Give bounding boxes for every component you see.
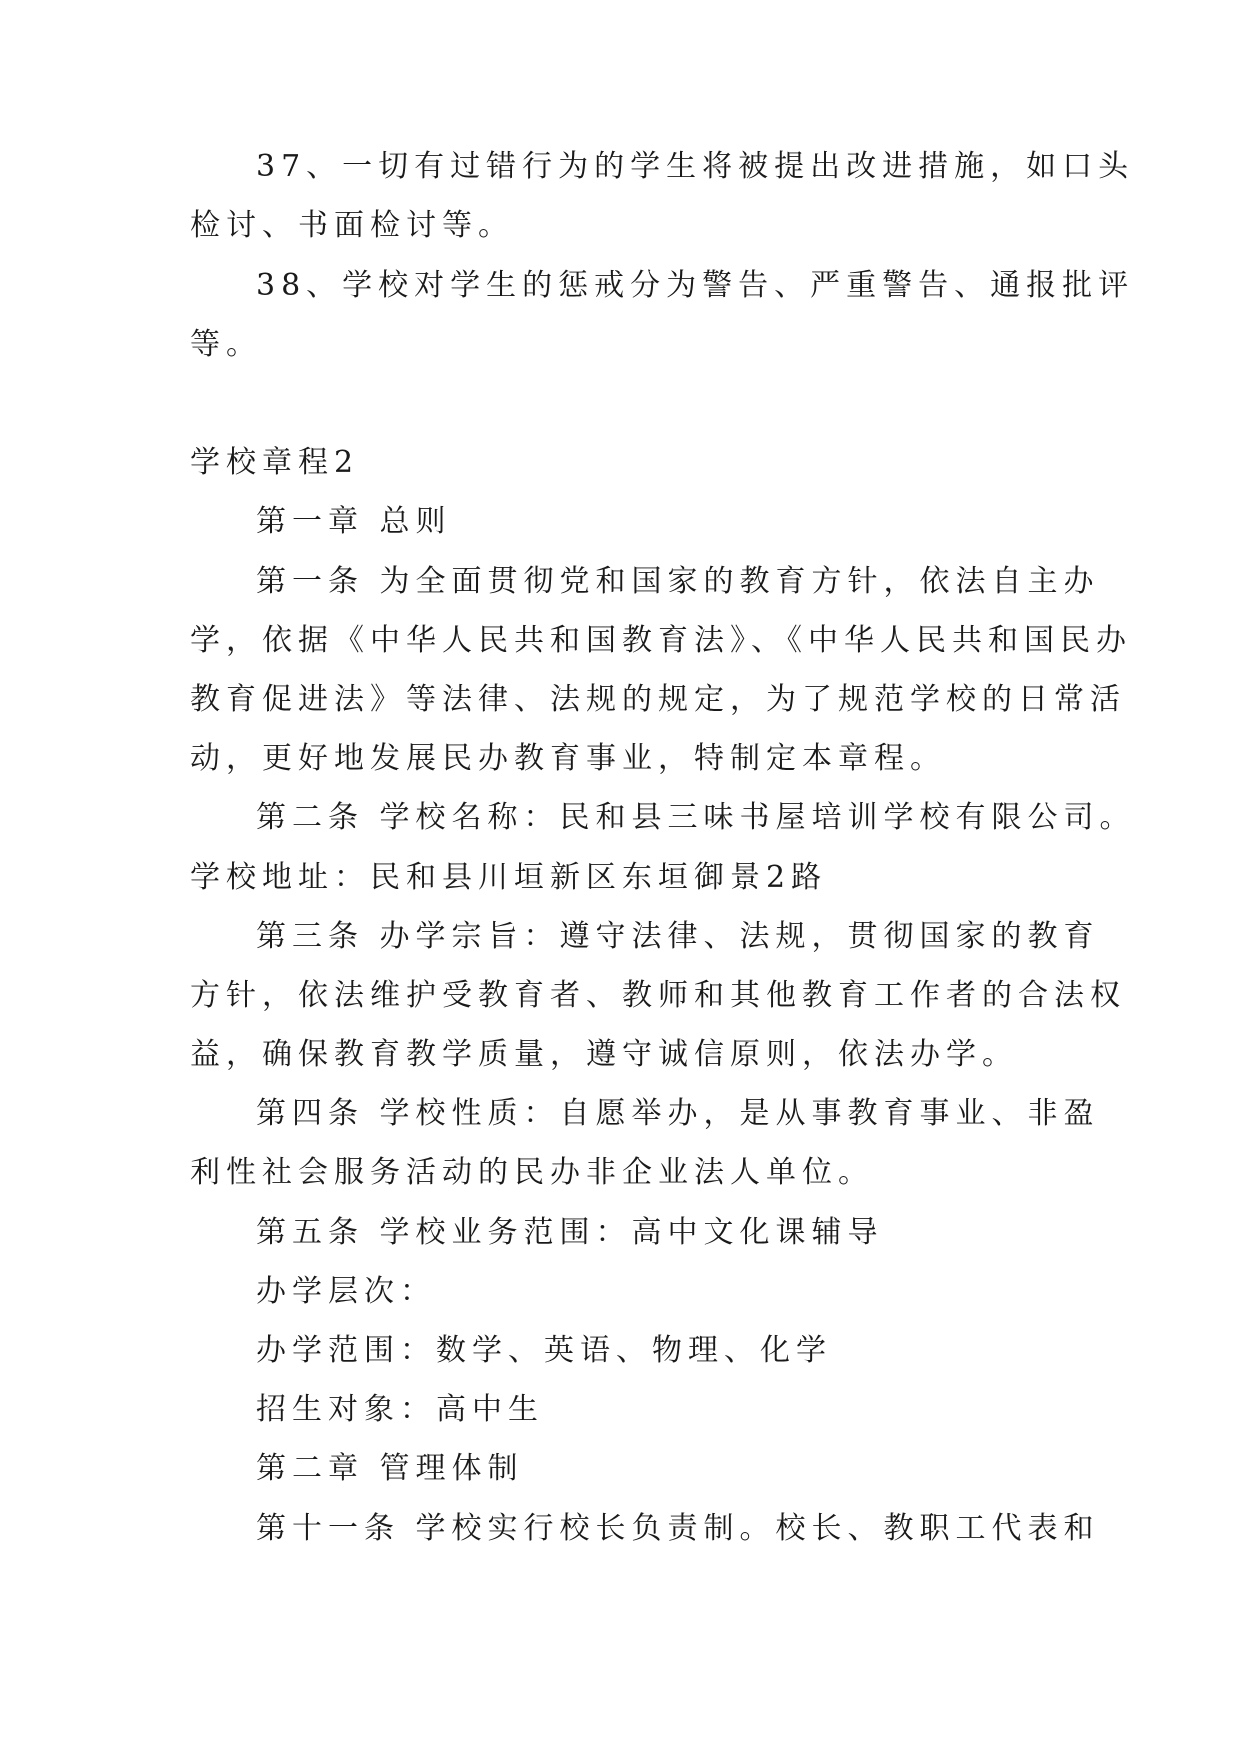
article-3-line-2: 方针，依法维护受教育者、教师和其他教育工作者的合法权: [190, 978, 1126, 1013]
article-2-line-2: 学校地址：民和县川垣新区东垣御景2路: [190, 860, 828, 895]
article-3-line-3: 益，确保教育教学质量，遵守诚信原则，依法办学。: [190, 1037, 1018, 1072]
article-1-line-2: 学，依据《中华人民共和国教育法》、《中华人民共和国民办: [190, 623, 1132, 658]
article-5-level: 办学层次：: [256, 1274, 436, 1309]
article-1-line-4: 动，更好地发展民办教育事业，特制定本章程。: [190, 741, 946, 776]
chapter-2-heading: 第二章 管理体制: [256, 1451, 524, 1486]
section-title: 学校章程2: [190, 445, 360, 480]
article-2-line-1: 第二条 学校名称：民和县三味书屋培训学校有限公司。: [256, 800, 1136, 835]
paragraph-37-line-1: 37、一切有过错行为的学生将被提出改进措施，如口头: [256, 149, 1135, 184]
article-5-line-1: 第五条 学校业务范围：高中文化课辅导: [256, 1215, 884, 1250]
paragraph-38-line-2: 等。: [190, 327, 262, 362]
article-1-line-1: 第一条 为全面贯彻党和国家的教育方针，依法自主办: [256, 564, 1100, 599]
chapter-1-heading: 第一章 总则: [256, 504, 452, 539]
article-3-line-1: 第三条 办学宗旨：遵守法律、法规，贯彻国家的教育: [256, 919, 1100, 954]
article-11-line-1: 第十一条 学校实行校长负责制。校长、教职工代表和: [256, 1511, 1100, 1546]
article-5-scope: 办学范围：数学、英语、物理、化学: [256, 1333, 832, 1368]
paragraph-38-line-1: 38、学校对学生的惩戒分为警告、严重警告、通报批评: [256, 268, 1135, 303]
article-1-line-3: 教育促进法》等法律、法规的规定，为了规范学校的日常活: [190, 682, 1126, 717]
article-4-line-2: 利性社会服务活动的民办非企业法人单位。: [190, 1155, 874, 1190]
article-4-line-1: 第四条 学校性质：自愿举办，是从事教育事业、非盈: [256, 1096, 1100, 1131]
article-5-enrollment: 招生对象：高中生: [256, 1392, 544, 1427]
paragraph-37-line-2: 检讨、书面检讨等。: [190, 208, 514, 243]
